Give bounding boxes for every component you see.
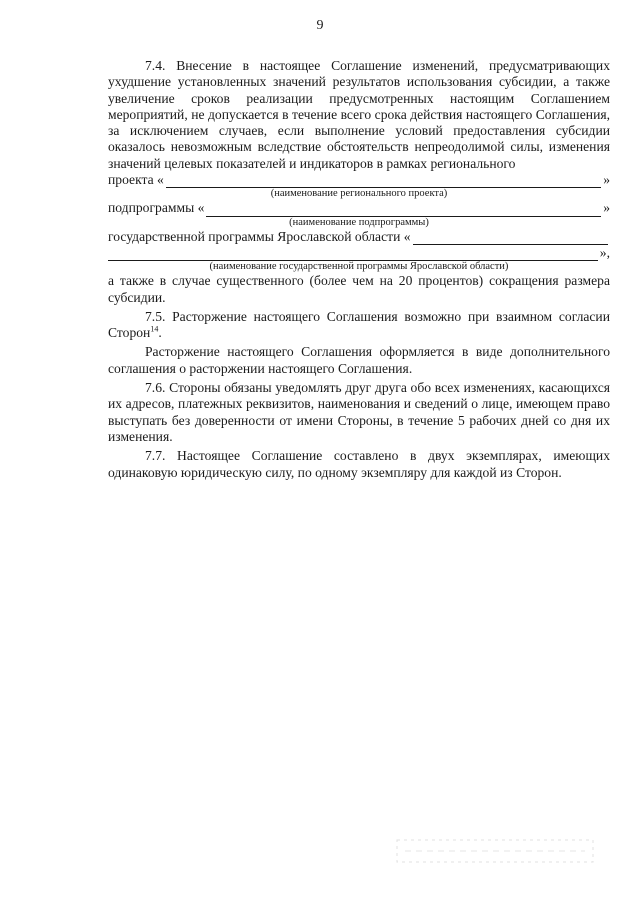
project-caption: (наименование регионального проекта) xyxy=(270,188,448,200)
state-program-label: государственной программы Ярославской области « xyxy=(108,228,411,244)
clause-7-7: 7.7. Настоящее Соглашение составлено в двух экземплярах, имеющих одинаковую юридическую силу, по одному экземпляру для каждой из Сторон. xyxy=(108,448,610,480)
project-close: » xyxy=(603,172,610,188)
clause-7-4: 7.4. Внесение в настоящее Соглашение изменений, предусматривающих ухудшение установленных значений результатов использования субсидии, а также увеличение сроков реализации предусмотренных настоящим Соглашением мероприятий, не допускается в течение всего срока действия настоящего Соглашения, за исключением случаев, если выполнение условий предоставления субсидии оказалось невозможным вследствие обстоятельств непреодолимой силы, изменения значений целевых показателей и индикаторов в рамках регионального xyxy=(108,58,610,171)
document-body xyxy=(108,58,610,481)
state-program-blank-line-2 xyxy=(108,248,598,261)
subprogram-label: подпрограммы « xyxy=(108,200,205,216)
state-program-close: », xyxy=(599,244,610,260)
clause-7-6: 7.6. Стороны обязаны уведомлять друг друга обо всех изменениях, касающихся их адресов, платежных реквизитов, наименования и сведений о лице, имеющем право выступать без доверенности от имени Стороны, в течение 5 рабочих дней со дня их изменения. xyxy=(108,380,610,444)
subprogram-caption: (наименование подпрограммы) xyxy=(289,216,429,228)
state-program-field-row-2 xyxy=(108,245,610,261)
project-blank-line xyxy=(166,175,601,188)
clause-7-5-termination: Расторжение настоящего Соглашения оформляется в виде дополнительного соглашения о расторжении настоящего Соглашения. xyxy=(108,344,610,376)
project-label: проекта « xyxy=(108,172,164,188)
page-number: 9 xyxy=(316,18,324,33)
subprogram-field-row xyxy=(108,200,610,216)
clause-7-4-end: а также в случае существенного (более чем на 20 процентов) сокращения размера субсидии. xyxy=(108,273,610,305)
project-field-row xyxy=(108,172,610,188)
state-program-field-row xyxy=(108,229,610,245)
footnote-ref: 14 xyxy=(150,324,159,334)
state-program-blank-line xyxy=(413,232,608,245)
clause-7-5 xyxy=(108,309,610,342)
clause-7-5-text: 7.5. Расторжение настоящего Соглашения возможно при взаимном согласии Сторон xyxy=(108,308,610,341)
faint-stamp-mark xyxy=(395,836,595,866)
clause-7-5-period: . xyxy=(158,325,162,341)
subprogram-blank-line xyxy=(206,204,601,217)
subprogram-close: » xyxy=(603,200,610,216)
state-program-caption: (наименование государственной программы Ярославской области) xyxy=(209,261,509,273)
